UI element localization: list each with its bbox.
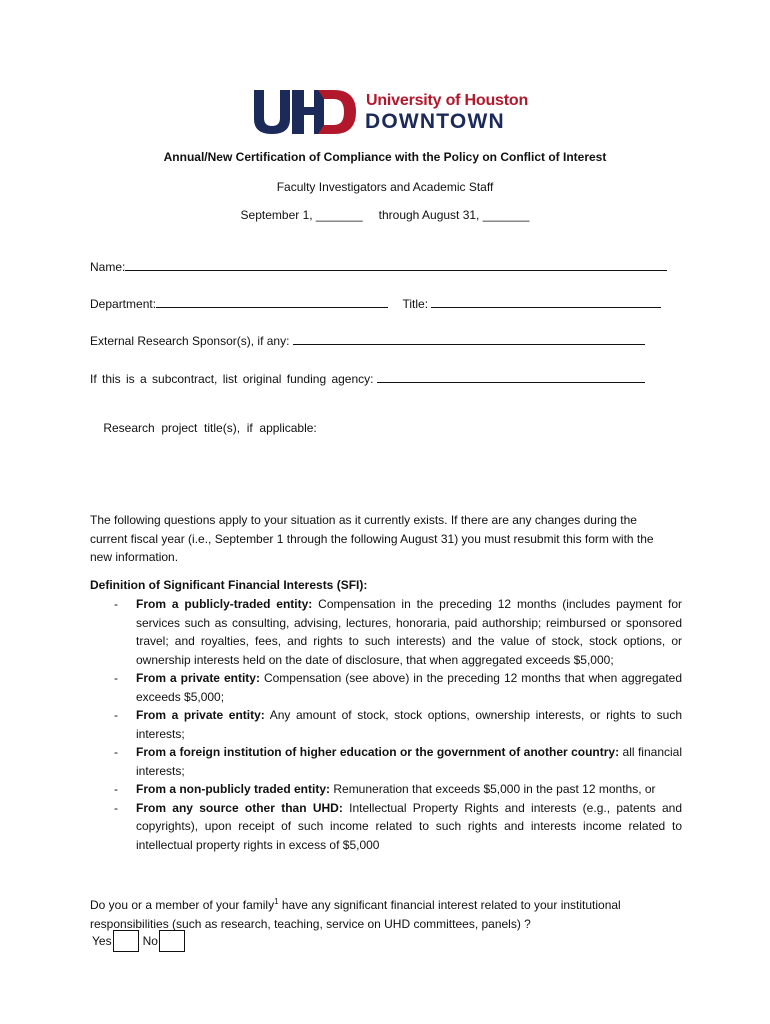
logo-downtown-text: DOWNTOWN <box>365 110 505 133</box>
uhd-logo-mark <box>248 88 358 136</box>
no-label: No <box>142 934 158 948</box>
footnote-marker: 1 <box>274 897 279 906</box>
sponsor-label: External Research Sponsor(s), if any: <box>90 334 290 348</box>
sfi-heading: Definition of Significant Financial Interests (SFI): <box>90 578 368 592</box>
sfi-item: - From a foreign institution of higher education or the government of another country: all financial interests; <box>114 745 682 778</box>
no-checkbox[interactable] <box>159 930 185 952</box>
form-title: Annual/New Certification of Compliance with the Policy on Conflict of Interest <box>163 150 607 164</box>
project-label: Research project title(s), if applicable: <box>103 421 317 435</box>
uhd-logo <box>248 88 548 140</box>
date-start: September 1, _______ <box>240 208 363 222</box>
yes-no-choice <box>92 930 189 952</box>
yes-label: Yes <box>92 934 112 948</box>
department-label: Department: <box>90 297 157 311</box>
sfi-question: Do you or a member of your family$^1$ have any significant financial interest related to your institutional responsibilities (such as research, teaching, service on UHD committees, panels) ? <box>90 897 621 931</box>
date-end: through August 31, _______ <box>378 208 530 222</box>
name-label: Name: <box>90 260 126 274</box>
name-field <box>90 258 667 274</box>
name-input-line[interactable] <box>125 258 667 271</box>
sfi-item: - From any source other than UHD: Intellectual Property Rights and interests (e.g., patents and copyrights), upon receipt of such income related to such rights and interests income related to intellectual property rights in excess of $5,000 <box>114 800 683 852</box>
intro-paragraph: The following questions apply to your situation as it currently exists. If there are any changes during the current fiscal year (i.e., September 1 through the following August 31) you must resubmit this form with the new information. <box>90 513 654 564</box>
form-subtitle: Faculty Investigators and Academic Staff <box>276 180 494 194</box>
sfi-item: - From a private entity: Compensation (see above) in the preceding 12 months that when aggregated exceeds $5,000; <box>114 671 683 704</box>
subcontract-input-line[interactable] <box>377 370 645 383</box>
department-input-line[interactable] <box>156 295 388 308</box>
sfi-list <box>90 595 682 854</box>
logo-university-text: University of Houston <box>366 92 529 109</box>
fiscal-year-dates <box>0 208 770 222</box>
subcontract-label: If this is a subcontract, list original funding agency: <box>90 372 374 386</box>
sponsor-field <box>90 332 645 348</box>
sfi-item: - From a non-publicly traded entity: Remuneration that exceeds $5,000 in the past 12 months, or <box>114 782 656 796</box>
title-input-line[interactable] <box>431 295 661 308</box>
subcontract-field <box>90 370 645 386</box>
title-label: Title: <box>402 297 429 311</box>
department-title-row <box>90 295 661 311</box>
yes-checkbox[interactable] <box>113 930 139 952</box>
project-field <box>90 407 317 449</box>
sponsor-input-line[interactable] <box>293 332 645 345</box>
sfi-item: - From a publicly-traded entity: Compensation in the preceding 12 months (includes payment for services such as consulting, advising, lectures, honoraria, paid authorship; reimbursed or sponsored travel; and royalties, fees, and rights to such interests) and the value of stock, stock options, or ownership interests held on the date of disclosure, that when aggregated exceeds $5,000; <box>114 597 682 667</box>
sfi-item: - From a private entity: Any amount of stock, stock options, ownership interests, or rights to such interests; <box>114 708 683 741</box>
